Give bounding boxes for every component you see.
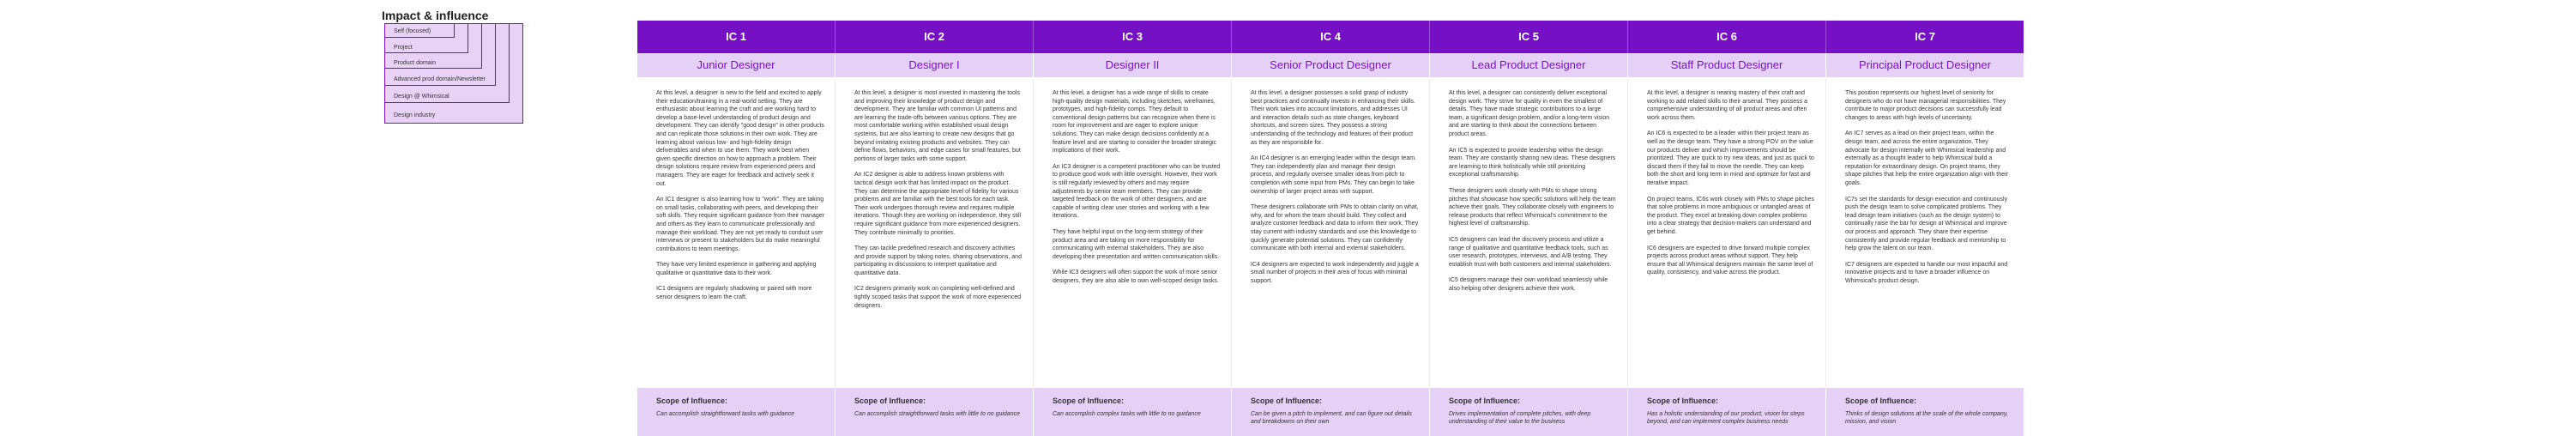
level-title: Senior Product Designer xyxy=(1232,53,1430,77)
description-paragraph: IC6 designers are expected to drive forward multiple complex projects across product areas without support. They help ensure that all Whimsical designers maintain the same level of quality, consistency, and value across the product. xyxy=(1647,245,1813,276)
description-paragraph: At this level, a designer is nearing mastery of their craft and working to add related skills to their arsenal. They possess a comprehensive understanding of all product areas and often work across them. xyxy=(1647,90,1808,121)
level-title: Junior Designer xyxy=(637,53,836,77)
impact-level-label: Design @ Whimsical xyxy=(394,94,449,100)
level-title: Designer I xyxy=(836,53,1034,77)
description-paragraph: While IC3 designers will often support the work of more senior designers, they are also able to own well-scoped design tasks. xyxy=(1053,269,1219,284)
impact-level-label: Project xyxy=(394,45,413,51)
level-description xyxy=(1034,77,1232,388)
scope-label: Scope of Influence: xyxy=(1647,397,1719,405)
scope-text: Can accomplish straightforward tasks with guidance xyxy=(656,411,795,417)
description-paragraph: They have very limited experience in gathering and applying qualitative or quantitative data to their work. xyxy=(656,262,817,276)
level-code: IC 3 xyxy=(1034,21,1232,53)
description-paragraph: At this level, a designer has a wide range of skills to create high-quality design materials, including sketches, wireframes, prototypes, and high-fidelity comps. They default to conventional design patterns but can recognize when there is room for improvement and are eager to explore unique solutions. They can make design decisions confidently at a feature level and are starting to consider the broader strategic implications of their work. xyxy=(1053,90,1217,154)
level-code: IC 7 xyxy=(1915,30,1935,43)
scope-row xyxy=(637,388,2024,436)
description-paragraph: At this level, a designer possesses a solid grasp of industry best practices and continually invests in enhancing their skills. Their work takes into account limitations, and addresses UI and interaction details such as state changes, keyboard shortcuts, and screen sizes. They possess a strong understanding of the technology and features of their product as they are responsible for. xyxy=(1251,90,1415,146)
description-paragraph: An IC5 is expected to provide leadership within the design team. They are constantly sharing new ideas. These designers are learning to think holistically while still prioritizing exceptional craftsmanship. xyxy=(1449,147,1616,179)
impact-level-self xyxy=(384,23,455,38)
description-paragraph: On project teams, IC6s work closely with PMs to shape pitches that solve problems in more ambiguous or untangled areas of the product. They excel at breaking down complex problems into a clear strategy that decision-makers can understand and get behind. xyxy=(1647,196,1814,235)
level-code: IC 1 xyxy=(637,21,836,53)
level-description-row xyxy=(637,77,2024,388)
description-paragraph: IC7s set the standards for design execution and continuously push the design team to solve complicated problems. They lead design team initiatives (such as the design system) to continually raise the bar for design at Whimsical and improve our process and approach. They share their expertise consistently and provide regular feedback and mentorship to help grow the talent on our team. xyxy=(1845,196,2008,252)
scope-text: Can accomplish straightforward tasks with little to no guidance xyxy=(854,411,1020,417)
description-paragraph: An IC3 designer is a competent practitioner who can be trusted to produce good work with little oversight. However, their work is still regularly reviewed by others and may require adjustments by senior team members. They can provide targeted feedback on the work of other designers, and are capable of writing clear user stories and working with a few iterations. xyxy=(1053,163,1221,220)
level-title: Principal Product Designer xyxy=(1859,58,1991,71)
description-paragraph: At this level, a designer is most invested in mastering the tools and improving their knowledge of product design and development. They are familiar with common UI patterns and are learning the trade-offs between various options. They are most comfortable working within established visual design systems, but are also learning to create new designs that go beyond imitating existing products and websites. They can define flows, behaviors, and edge cases for small features, but portions of larger tasks with some support. xyxy=(854,90,1021,162)
description-paragraph: An IC4 designer is an emerging leader within the design team. They can independently plan and manage their design process, and regularly oversee smaller ideas from pitch to completion with some input from PMs. They can begin to take ownership of larger project areas with support. xyxy=(1251,155,1416,195)
level-code: IC 2 xyxy=(836,21,1034,53)
description-paragraph: At this level, a designer is new to the field and excited to apply their education/training in a real-world setting. They are enthusiastic about learning the craft and are working hard to develop a base-level understanding of product design and development. They can identify "good design" in other products and can replicate those solutions in their own work. They are learning about various low- and high-fidelity design deliverables and when to use them. They work best when given specific direction on how to approach a problem. Their design solutions require review from experienced peers and managers. They are eager for feedback and actively seek it out. xyxy=(656,90,824,187)
scope-text: Drives implementation of complete pitches, with deep understanding of their value to the business xyxy=(1449,411,1591,425)
description-paragraph: An IC1 designer is also learning how to "work". They are taking on small tasks, collaborating with peers, and developing their soft skills. They require significant guidance from their manager and others as they learn to communicate professionally and manage their workload. They are not yet ready to conduct user interviews or present to stakeholders but do make meaningful contributions to team meetings. xyxy=(656,197,824,252)
scope-label: Scope of Influence: xyxy=(1449,397,1521,405)
scope-label: Scope of Influence: xyxy=(1053,397,1125,405)
level-description xyxy=(1430,77,1628,388)
scope-label: Scope of Influence: xyxy=(854,397,926,405)
scope-label: Scope of Influence: xyxy=(1251,397,1323,405)
description-paragraph: This position represents our highest level of seniority for designers who do not have managerial responsibilities. They contribute to major product decisions can successfully lead changes to areas with high levels of uncertainty. xyxy=(1845,90,2006,121)
description-paragraph: IC5 designers manage their own workload seamlessly while also helping other designers achieve their work. xyxy=(1449,277,1608,292)
level-title-row xyxy=(637,53,2024,77)
level-code: IC 6 xyxy=(1628,21,1826,53)
description-paragraph: These designers collaborate with PMs to obtain clarity on what, why, and for whom the team should build. They collect and analyze customer feedback and data to inform their work. They stay current with industry standards and use this knowledge to quickly generate potential solutions. They can confidently communicate with both internal and external stakeholders. xyxy=(1251,204,1419,252)
impact-level-label: Design industry xyxy=(394,112,436,118)
scope-text: Has a holistic understanding of our product, vision for steps beyond, and can implement complex business needs xyxy=(1647,411,1805,425)
description-paragraph: These designers work closely with PMs to shape strong pitches that showcase how specific solutions will help the team achieve their goals. They collaborate closely with engineers to release products that reflect Whimsical's commitment to the highest level of craftsmanship. xyxy=(1449,187,1616,227)
scope-text: Thinks of design solutions at the scale of the whole company, mission, and vision xyxy=(1845,411,2008,425)
level-description xyxy=(1628,77,1826,388)
description-paragraph: An IC2 designer is able to address known problems with tactical design work that has limited impact on the product. They can determine the appropriate level of fidelity for various problems and are familiar with the best tools for each task. Their work undergoes thorough review and requires multiple iterations. Though they are working on independence, they still require significant guidance from more experienced designers. They contribute minimally to priorities. xyxy=(854,172,1022,236)
description-paragraph: IC1 designers are regularly shadowing or paired with more senior designers to learn the craft. xyxy=(656,286,812,301)
description-paragraph: IC4 designers are expected to work independently and juggle a small number of projects in their area of focus with minimal support. xyxy=(1251,261,1419,284)
description-paragraph: They can tackle predefined research and discovery activities and provide support by taking notes, sharing observations, and participating in discussions to interpret qualitative and quantitative data. xyxy=(854,245,1022,276)
career-matrix xyxy=(637,21,2024,436)
level-code: IC 5 xyxy=(1430,21,1628,53)
description-paragraph: At this level, a designer can consistently deliver exceptional design work. They strive for quality in even the smallest of details. They have made strategic contributions to a large team, a significant design problem, and/or a long-term vision and are starting to think about the connections between product areas. xyxy=(1449,90,1610,137)
description-paragraph: An IC6 is expected to be a leader within their project team as well as the design team. They have a strong POV on the value our products deliver and which improvements should be prioritized. They are quick to try new ideas, and just as quick to discard them if they fail to move the needle. They can keep both the short and long term in mind and optimize for fast and iterative impact. xyxy=(1647,130,1814,186)
level-description xyxy=(1826,77,2024,388)
impact-level-label: Product domain xyxy=(394,60,437,66)
description-paragraph: An IC7 serves as a lead on their project team, within the design team, and across the entire organization. They advocate for design internally with Whimsical leadership and externally as a thought leader to help Whimsical build a reputation for extraordinary design. On project teams, they shape pitches that help the entire organization align with their goals. xyxy=(1845,130,2008,186)
level-title: Designer II xyxy=(1034,53,1232,77)
scope-cell xyxy=(1826,388,2024,436)
level-title: Lead Product Designer xyxy=(1430,53,1628,77)
level-description xyxy=(637,77,836,388)
description-paragraph: IC2 designers primarily work on completing well-defined and tightly scoped tasks that support the work of more experienced designers. xyxy=(854,286,1022,309)
level-description xyxy=(836,77,1034,388)
impact-title: Impact & influence xyxy=(382,9,489,22)
scope-cell xyxy=(637,388,836,436)
scope-cell xyxy=(1628,388,1826,436)
description-paragraph: They have helpful input on the long-term strategy of their product area and are taking on more responsibility for communicating with external stakeholders. They are also developing their presentation and written communication skills. xyxy=(1053,228,1220,260)
scope-label: Scope of Influence: xyxy=(656,397,728,405)
impact-level-label: Self (focused) xyxy=(394,28,431,34)
description-paragraph: IC5 designers can lead the discovery process and utilize a range of qualitative and quantitative feedback tools, such as user research, prototypes, interviews, and A/B testing. They establish trust with both customers and internal stakeholders. xyxy=(1449,236,1612,268)
description-paragraph: IC7 designers are expected to handle our most impactful and innovative projects and to have a broader influence on Whimsical's product design. xyxy=(1845,261,2008,284)
scope-cell xyxy=(1034,388,1232,436)
scope-label: Scope of Influence: xyxy=(1845,397,1917,405)
scope-text: Can be given a pitch to implement, and can figure out details and breakdowns on their own xyxy=(1251,411,1412,425)
level-title: Staff Product Designer xyxy=(1628,53,1826,77)
scope-cell xyxy=(1232,388,1430,436)
impact-level-label: Advanced prod domain/Newsletter xyxy=(394,76,486,82)
scope-cell xyxy=(836,388,1034,436)
scope-text: Can accomplish complex tasks with little to no guidance xyxy=(1053,411,1201,417)
scope-cell xyxy=(1430,388,1628,436)
level-code: IC 4 xyxy=(1232,21,1430,53)
level-code-row xyxy=(637,21,2024,53)
level-description xyxy=(1232,77,1430,388)
